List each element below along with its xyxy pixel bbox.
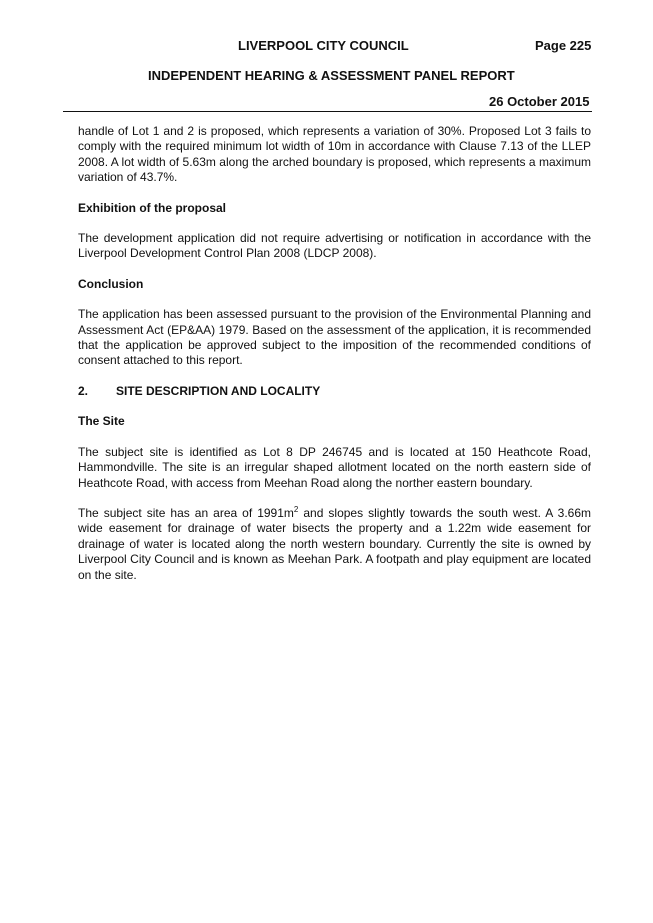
header-divider: [63, 111, 592, 112]
section-title: SITE DESCRIPTION AND LOCALITY: [116, 383, 321, 398]
site-easement-text: and slopes slightly towards the south west. A 3.66m wide easement for drainage of water bisects the property and a 1.22m wide easement for drainage of water is located along the north western boundary. Currently the site is owned by Liverpool City Council and is known as Meehan Park. A footpath and play equipment are located on the site.: [78, 505, 591, 582]
conclusion-heading: Conclusion: [78, 276, 144, 291]
report-title: INDEPENDENT HEARING & ASSESSMENT PANEL REPORT: [148, 68, 515, 83]
site-area-text: The subject site has an area of 1991m: [78, 505, 294, 520]
site-paragraph-1: The subject site is identified as Lot 8 DP 246745 and is located at 150 Heathcote Road, Hammondville. The site is an irregular shaped allotment located on the north eastern side of Heathcote Road, with access from Meehan Road along the norther eastern boundary.: [78, 444, 591, 490]
exhibition-heading: Exhibition of the proposal: [78, 200, 226, 215]
report-date: 26 October 2015: [489, 94, 590, 109]
section-number: 2.: [78, 383, 89, 398]
site-heading: The Site: [78, 414, 125, 429]
document-body: [78, 124, 591, 583]
superscript-two: 2: [293, 504, 299, 514]
organisation-name: LIVERPOOL CITY COUNCIL: [238, 38, 409, 53]
section-heading: [78, 384, 591, 399]
page-number: Page 225: [535, 38, 592, 53]
exhibition-paragraph: The development application did not require advertising or notification in accordance with the Liverpool Development Control Plan 2008 (LDCP 2008).: [78, 231, 591, 261]
conclusion-paragraph: The application has been assessed pursuant to the provision of the Environmental Planning and Assessment Act (EP&AA) 1979. Based on the assessment of the application, it is recommended that the application be approved subject to the imposition of the recommended conditions of consent attached to this report.: [78, 307, 591, 368]
site-paragraph-2: [78, 506, 591, 583]
intro-paragraph: handle of Lot 1 and 2 is proposed, which represents a variation of 30%. Proposed Lot 3 fails to comply with the required minimum lot width of 10m in accordance with Clause 7.13 of the LLEP 2008. A lot width of 5.63m along the arched boundary is proposed, which represents a maximum variation of 43.7%.: [78, 124, 591, 185]
